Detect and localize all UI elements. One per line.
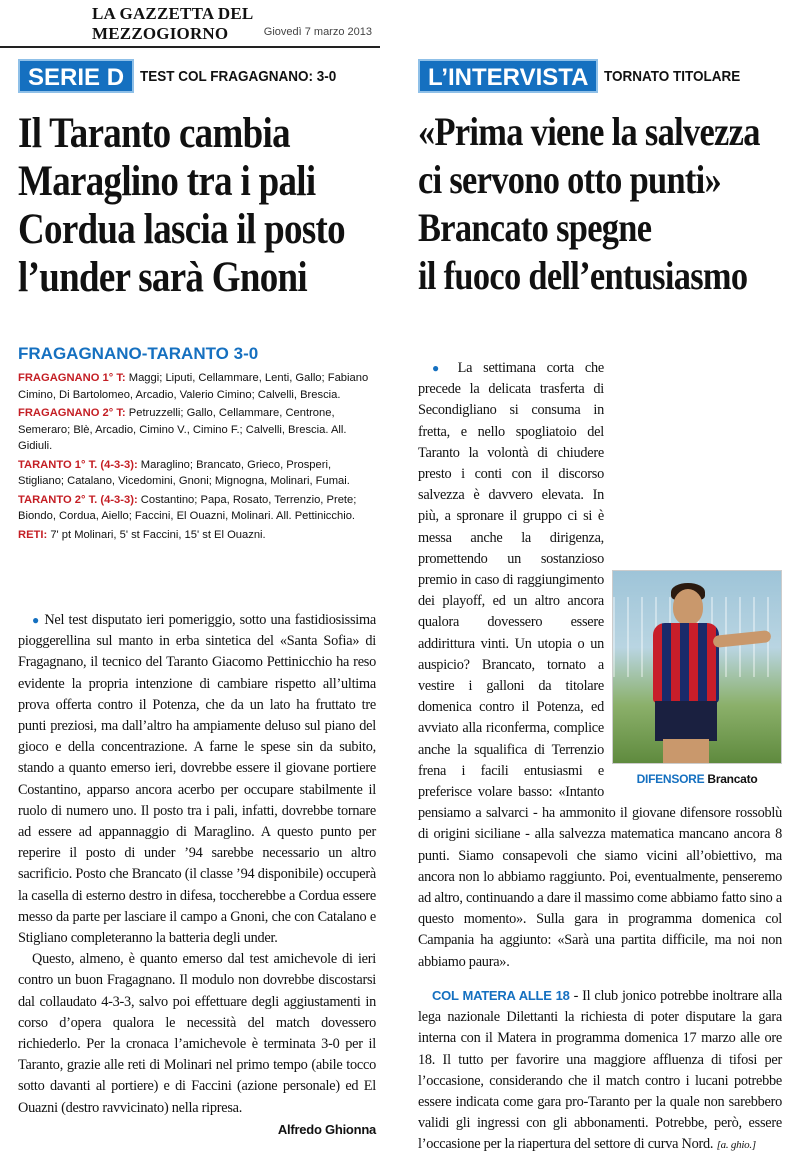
kicker-text: TEST COL FRAGAGNANO: 3-0: [140, 67, 337, 85]
masthead: [0, 0, 380, 48]
right-headline: [418, 108, 788, 300]
headline-line: «Prima viene la salvezza: [418, 109, 760, 154]
goals-list: 7' pt Molinari, 5' st Faccini, 15' st El Ouazni.: [50, 528, 266, 541]
lineup-players: Petruzzelli; Gallo, Cellammare, Centrone, Semeraro; Blè, Arcadio, Cimino V., Cimino F.; Calvelli, Brescia. All. Gidiuli.: [18, 407, 347, 452]
headline-line: Maraglino tra i pali: [18, 158, 316, 205]
lineup-players: Maraglino; Brancato, Grieco, Prosperi, Stigliano; Catalano, Vicedomini, Gnoni; Mignogna, Molinari, Fumai.: [18, 458, 350, 487]
headline-line: Brancato spegne: [418, 205, 652, 250]
author-signature: Alfredo Ghionna: [277, 1121, 376, 1137]
paragraph-text: Questo, almeno, è quanto emerso dal test amichevole di ieri contro un buon Fragagnano. Il modulo non dovrebbe discostarsi dal collaudato 4-3-3, salvo poi effettuare degli aggiustamenti in corso d’opera qualora le necessità del match dovessero richiederlo. Per la cronaca l’amichevole è terminata 3-0 per il Taranto, grazie alle reti di Molinari nel primo tempo (abile tocco sotto davanti al portiere) e di Faccini (azione personale) ed El Ouazni (destro ravvicinato) nella ripresa.: [18, 951, 376, 1116]
lineups: [18, 370, 376, 545]
headline-line: Cordua lascia il posto: [18, 206, 345, 253]
lineup-players: Maggi; Liputi, Cellammare, Lenti, Gallo; Fabiano Cimino, Di Bartolomeo, Arcadio, Valerio Cimino; Calvelli, Brescia.: [18, 372, 369, 401]
kicker-text: TORNATO TITOLARE: [604, 67, 741, 85]
newspaper-name: LA GAZZETTA DEL MEZZOGIORNO: [92, 4, 253, 43]
lineup-entry: [18, 457, 376, 490]
left-body: [18, 610, 376, 1140]
section-tag: L’INTERVISTA: [418, 59, 598, 93]
left-kicker: [18, 58, 376, 94]
right-body: [418, 358, 782, 1157]
photo-detail: [663, 739, 709, 764]
left-article: [18, 58, 376, 1158]
caption-name: Brancato: [707, 772, 758, 786]
sidebar-note: [418, 985, 782, 1157]
lineup-entry: [18, 492, 376, 525]
section-tag: SERIE D: [18, 59, 134, 93]
photo-detail: [673, 589, 703, 625]
goals-entry: [18, 527, 376, 544]
headline-line: il fuoco dell’entusiasmo: [418, 253, 748, 298]
caption-label: DIFENSORE: [636, 772, 705, 786]
paragraph-text: La settimana corta che precede la delicata trasferta di Secondigliano si consuma in fretta, e nello spogliatoio del Taranto la volontà di chiudere presto i conti con il discorso salvezza è davvero elevata. In più, a spronare il gruppo ci si è messa anche la dirigenza, promettendo un sostanzioso premio in caso di raggiungimento dei playoff, ed un altro ancora qualora dovessero essere addirittura vinti. Un utopia o un auspicio? Brancato, tornato a vestire i galloni da titolare domenica contro il Potenza, ed avviato alla riconferma, complice anche la squalifica di Terrenzio frena i facili entusiasmi e preferisce volare basso: «Intanto pensiamo a salvarci - ha ammonito il giovane difensore rossoblù di origini siciliane - alla salvezza matematica mancano ancora 8 punti. Siamo consapevoli che siamo vicini all’obiettivo, ma ancora non lo abbiamo raggiunto. Poi, eventualmente, penseremo ad altro, continuando a dare il massimo come abbiamo fatto sino a questo momento». Sulla gara in programma domenica col Campania ha aggiunto: «Sarà una partita difficile, ma noi non abbiamo paura».: [418, 360, 782, 970]
bullet-icon: ●: [432, 361, 447, 375]
lineup-entry: [18, 405, 376, 455]
left-headline: [18, 110, 379, 302]
lineup-team: FRAGAGNANO 1° T:: [18, 372, 126, 384]
issue-date: Giovedì 7 marzo 2013: [263, 26, 372, 38]
player-photo: [612, 570, 782, 764]
paragraph: [18, 610, 376, 949]
headline-line: ci servono otto punti»: [418, 157, 722, 202]
lineup-players: Costantino; Papa, Rosato, Terrenzio, Prete; Biondo, Cordua, Aiello; Faccini, El Ouazni, Molinari. All. Pettinicchio.: [18, 493, 357, 522]
photo-caption: [612, 769, 782, 790]
note-credit: [a. ghio.]: [716, 1139, 756, 1152]
photo-detail: [653, 623, 719, 703]
paragraph: [18, 949, 376, 1119]
lineup-team: TARANTO 2° T. (4-3-3):: [18, 493, 138, 506]
right-article: [418, 58, 782, 1158]
note-text: - Il club jonico potrebbe inoltrare alla lega nazionale Dilettanti la richiesta di poter disputare la gara interna con il Matera in programma domenica 17 marzo alle ore 18. Il tutto per favorire una maggiore affluenza di tifosi per l’occasione, considerando che il match contro i lucani potrebbe essere indicata come gara pro-Taranto per la quale non sarebbero validi gli ingressi con gli abbonamenti. Potrebbe, però, essere l’occasione per la riapertura del settore di curva Nord.: [418, 987, 782, 1153]
goals-label: RETI:: [18, 528, 48, 541]
note-lead: COL MATERA ALLE 18: [432, 987, 570, 1003]
paragraph-text: Nel test disputato ieri pomeriggio, sotto una fastidiosissima pioggerellina sul manto in erba sintetica del «Santa Sofia» di Fragagnano, il tecnico del Taranto Giacomo Pettinicchio ha reso evidente la propria intenzione di cambiare rispetto all’ultima prova offerta contro il Potenza, che da un lato ha fruttato tre punti preziosi, ma dall’altro ha ampiamente deluso sul piano del gioco e della concentrazione. A farne le spese sin da subito, stando a quanto emerso ieri, dovrebbe essere il giovane portiere Costantino, apparso ancora acerbo per occupare stabilmente il ruolo di numero uno. Il posto tra i pali, infatti, dovrebbe tornare ad essere ad appannaggio di Maraglino. A questo punto per reperire il posto di under ’94 sarebbe necessario un altro sacrificio. Posto che Brancato (il classe ’94 disponibile) occuperà la casella di esterno destro in difesa, toccherebbe a Cordua essere messo da parte per lasciare il campo a Gnoni, che con Catalano e Stigliano completeranno la batteria degli under.: [18, 612, 376, 947]
lineup-team: FRAGAGNANO 2° T:: [18, 407, 126, 419]
lineup-entry: [18, 370, 376, 403]
photo-detail: [655, 701, 717, 741]
headline-line: Il Taranto cambia: [18, 110, 290, 157]
player-photo-block: [612, 570, 782, 788]
right-kicker: [418, 58, 782, 94]
lineup-team: TARANTO 1° T. (4-3-3):: [18, 458, 138, 471]
match-subhead: FRAGAGNANO-TARANTO 3-0: [18, 344, 259, 363]
headline-line: l’under sarà Gnoni: [18, 254, 308, 301]
bullet-icon: ●: [32, 613, 40, 627]
